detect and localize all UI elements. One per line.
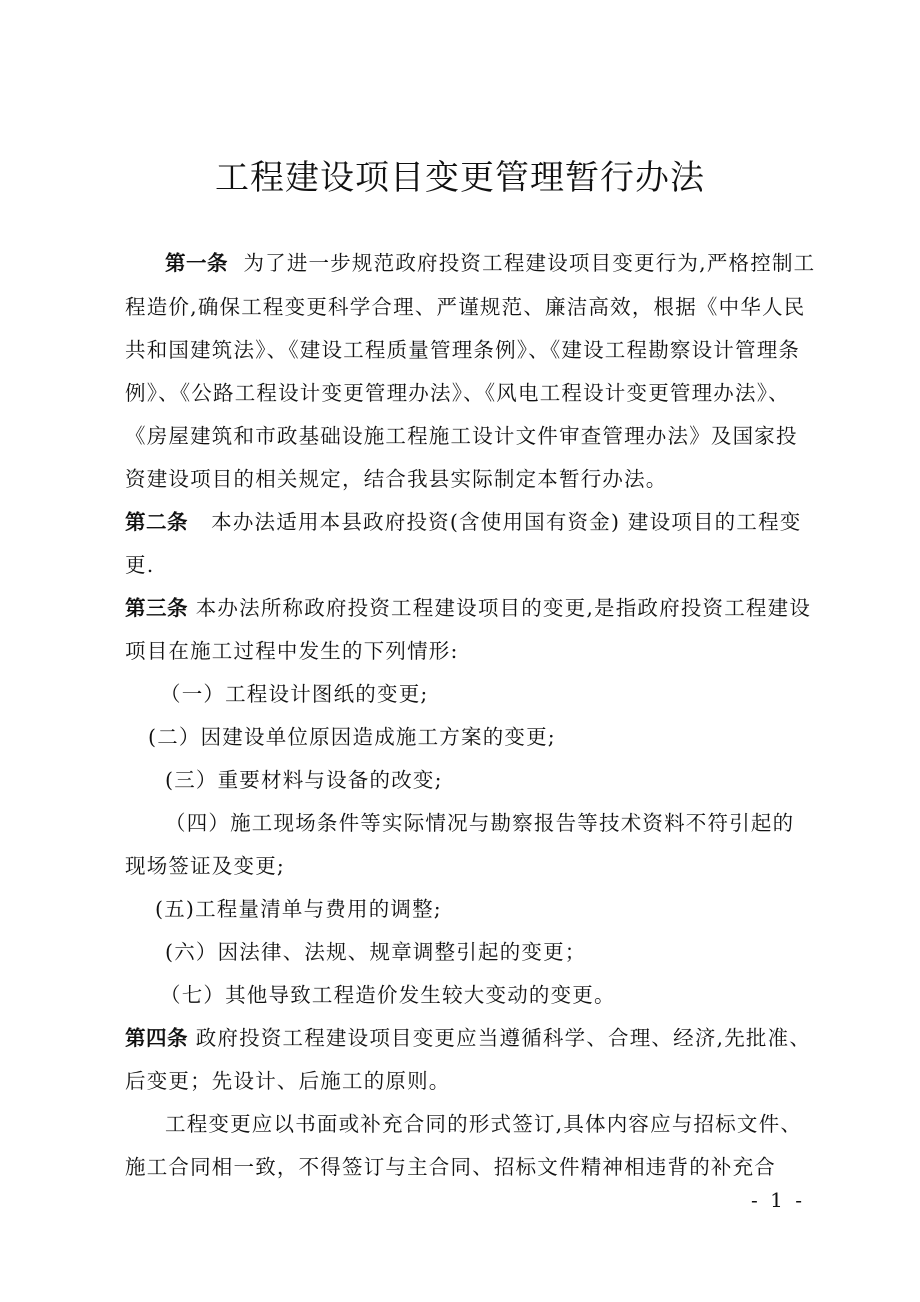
- list-item: （四）施工现场条件等实际情况与勘察报告等技术资料不符引起的: [165, 811, 795, 835]
- paragraph-line: 工程变更应以书面或补充合同的形式签订,具体内容应与招标文件、: [165, 1112, 803, 1136]
- page-number: - 1 -: [751, 1188, 805, 1212]
- article-2-line: [125, 500, 801, 544]
- article-2-line: 更.: [125, 553, 155, 577]
- list-item: (三）重要材料与设备的改变;: [165, 768, 443, 792]
- article-2-text: 本办法适用本县政府投资(含使用国有资金) 建设项目的工程变: [211, 510, 802, 534]
- article-4-line: [125, 1016, 811, 1060]
- article-4-line: 后变更；先设计、后施工的原则。: [125, 1069, 451, 1093]
- article-1-heading: 第一条: [165, 251, 228, 275]
- list-item: （七）其他导致工程造价发生较大变动的变更。: [160, 983, 616, 1007]
- list-item: （一）工程设计图纸的变更;: [160, 682, 429, 706]
- article-1-line: 资建设项目的相关规定，结合我县实际制定本暂行办法。: [125, 467, 668, 491]
- article-4-heading: 第四条: [125, 1026, 188, 1050]
- paragraph-line: 施工合同相一致，不得签订与主合同、招标文件精神相违背的补充合: [125, 1155, 776, 1179]
- article-2-heading: 第二条: [125, 510, 188, 534]
- document-title: 工程建设项目变更管理暂行办法: [215, 158, 705, 198]
- article-1-line: 《房屋建筑和市政基础设施工程施工设计文件审查管理办法》及国家投: [125, 424, 798, 448]
- article-3-line: 项目在施工过程中发生的下列情形:: [125, 639, 459, 663]
- article-1-line: 例》、《公路工程设计变更管理办法》、《风电工程设计变更管理办法》、: [125, 381, 790, 405]
- article-1-line: 共和国建筑法》、《建设工程质量管理条例》、《建设工程勘察设计管理条: [125, 338, 801, 362]
- article-3-heading: 第三条: [125, 596, 188, 620]
- list-item-continuation: 现场签证及变更;: [125, 854, 286, 878]
- list-item: (五)工程量清单与费用的调整;: [155, 897, 442, 921]
- list-item: (六）因法律、法规、规章调整引起的变更；: [165, 940, 587, 964]
- article-4-text: 政府投资工程建设项目变更应当遵循科学、合理、经济,先批准、: [195, 1026, 812, 1050]
- article-1-text: 为了进一步规范政府投资工程建设项目变更行为,严格控制工: [243, 251, 816, 275]
- article-3-text: 本办法所称政府投资工程建设项目的变更,是指政府投资工程建设: [195, 596, 812, 620]
- article-1-line: 程造价,确保工程变更科学合理、严谨规范、廉洁高效，根据《中华人民: [125, 295, 806, 319]
- article-3-line: [125, 586, 811, 630]
- list-item: (二）因建设单位原因造成施工方案的变更;: [148, 725, 556, 749]
- article-1-line: [165, 241, 815, 285]
